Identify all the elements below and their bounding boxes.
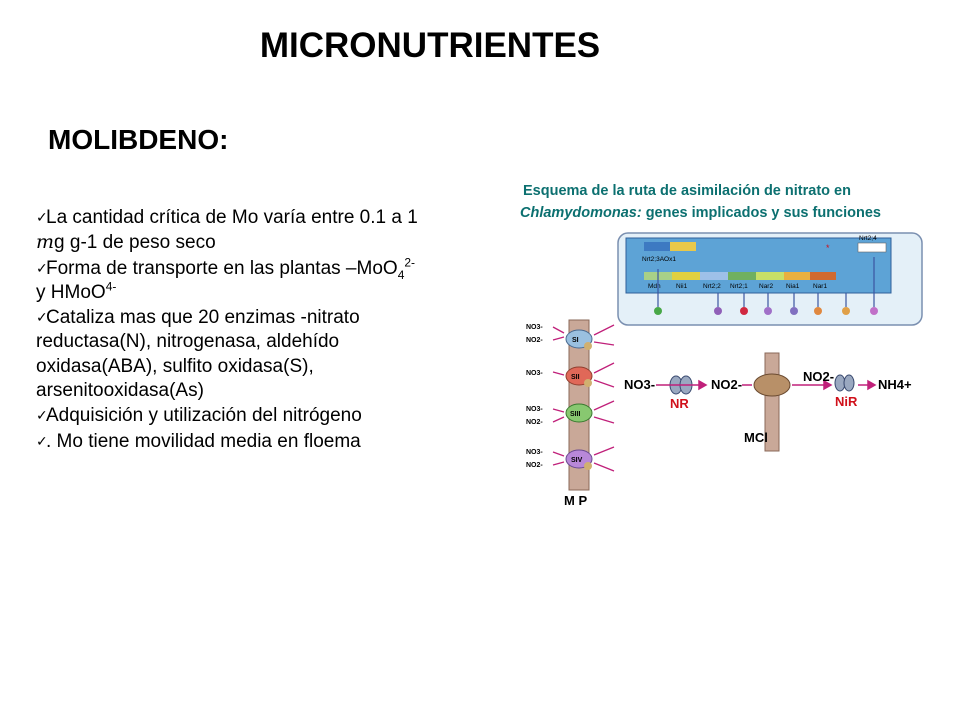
marker-star: *: [826, 243, 830, 253]
nr-label: NR: [670, 396, 689, 411]
membrane-transporter: [754, 374, 790, 396]
gene-label: Nar1: [813, 283, 828, 290]
bullet-item: ✓Adquisición y utilización del nitrógeno: [36, 405, 362, 427]
bullet-item: ✓Cataliza mas que 20 enzimas -nitrato: [36, 307, 360, 329]
svg-text:NO2-: NO2-: [526, 337, 543, 344]
bullet-item: ✓Forma de transporte en las plantas –MoO$_4^{2-}$: [36, 255, 416, 282]
bullet-continuation: mg g-1 de peso seco: [36, 231, 216, 254]
svg-text:NO2-: NO2-: [526, 419, 543, 426]
system-label: SIII: [570, 411, 581, 418]
svg-text:NO3-: NO3-: [526, 449, 543, 456]
mp-label: M P: [564, 493, 588, 508]
system-label: SII: [571, 374, 580, 381]
bullet-continuation: arsenitooxidasa(As): [36, 380, 204, 402]
gene-box: [670, 242, 696, 251]
bullet-item: ✓. Mo tiene movilidad media en floema: [36, 430, 361, 452]
bullet-list: [36, 205, 506, 454]
svg-text:NO3-: NO3-: [526, 324, 543, 331]
gene-strip: [644, 272, 836, 280]
checkmark-icon: ✓: [36, 259, 48, 276]
bullet-continuation: y HMoO$^{4-}$: [36, 279, 117, 303]
section-title: MOLIBDENO:: [48, 124, 229, 155]
figure-title-line1: Esquema de la ruta de asimilación de nitrato en: [523, 183, 851, 199]
system-label: SIV: [571, 457, 583, 464]
gene-label-extra: Nrt2;4: [859, 235, 877, 242]
svg-text:NO3-: NO3-: [526, 370, 543, 377]
slide-title: MICRONUTRIENTES: [259, 26, 601, 65]
ammonium-label: NH4+: [878, 377, 912, 392]
nir-complex: [835, 375, 854, 391]
nir-label: NiR: [835, 394, 858, 409]
gene-label: Nia1: [786, 283, 800, 290]
ion-labels-left: [526, 324, 543, 469]
gene-label: Nrt2;2: [703, 283, 721, 290]
gene-label-top: Nrt2;3AOx1: [642, 256, 676, 263]
svg-text:NO2-: NO2-: [526, 462, 543, 469]
bullet-item: ✓La cantidad crítica de Mo varía entre 0.1 a 1: [36, 207, 418, 228]
figure-diagram: [506, 165, 956, 510]
gene-label: Nrt2;1: [730, 283, 748, 290]
gene-label: Nii1: [676, 283, 688, 290]
nitrate-assimilation-figure: [506, 165, 956, 510]
nitrite-label-plastid: NO2-: [803, 369, 835, 384]
svg-text:NO3-: NO3-: [526, 406, 543, 413]
mu-symbol: m: [36, 231, 55, 254]
gene-box: [644, 242, 670, 251]
gene-box-extra: [858, 243, 886, 252]
nitrite-label: NO2-: [711, 377, 743, 392]
system-label: SI: [572, 337, 579, 344]
checkmark-icon: ✓: [36, 407, 48, 424]
checkmark-icon: ✓: [36, 432, 48, 449]
checkmark-icon: ✓: [36, 309, 48, 326]
bullet-continuation: reductasa(N), nitrogenasa, aldehído: [36, 331, 340, 353]
gene-label: Nar2: [759, 283, 774, 290]
figure-title-line2: Chlamydomonas: genes implicados y sus funciones: [520, 205, 881, 221]
gene-label: Mdh: [648, 283, 661, 290]
nitrate-label: NO3-: [624, 377, 656, 392]
checkmark-icon: ✓: [36, 209, 48, 225]
bullet-continuation: oxidasa(ABA), sulfito oxidasa(S),: [36, 355, 314, 377]
mcl-label: MCl: [744, 430, 768, 445]
